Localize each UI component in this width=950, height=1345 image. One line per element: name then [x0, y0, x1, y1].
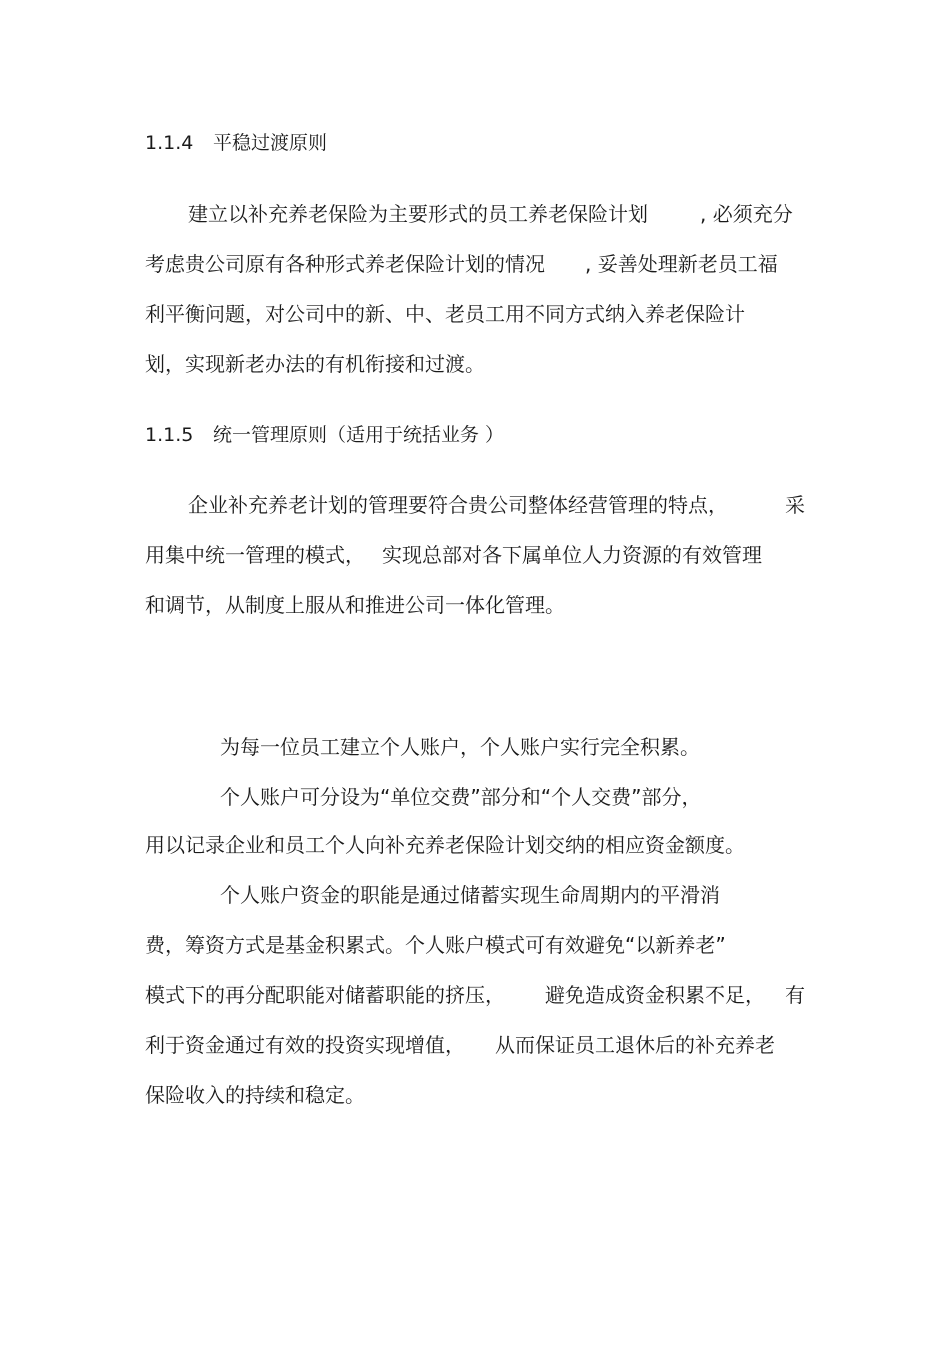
paragraph-line: 费，筹资方式是基金积累式。个人账户模式可有效避免“以新养老” — [145, 933, 726, 957]
paragraph-line: 企业补充养老计划的管理要符合贵公司整体经营管理的特点， — [188, 493, 728, 517]
paragraph-line: 从而保证员工退休后的补充养老 — [495, 1033, 775, 1057]
paragraph-line: 用集中统一管理的模式， — [145, 543, 365, 567]
section-heading-1-1-5 — [145, 422, 504, 448]
paragraph-line: 为每一位员工建立个人账户，个人账户实行完全积累。 — [220, 735, 700, 759]
paragraph-line: 个人账户资金的职能是通过储蓄实现生命周期内的平滑消 — [220, 883, 720, 907]
paragraph-line: 划，实现新老办法的有机衔接和过渡。 — [145, 352, 485, 376]
paragraph-line: 利于资金通过有效的投资实现增值， — [145, 1033, 465, 1057]
paragraph-line: 建立以补充养老保险为主要形式的员工养老保险计划 — [188, 202, 648, 226]
section-title: 平稳过渡原则 — [213, 132, 328, 154]
paragraph-line: 用以记录企业和员工个人向补充养老保险计划交纳的相应资金额度。 — [145, 833, 745, 857]
paragraph-line: 实现总部对各下属单位人力资源的有效管理 — [382, 543, 762, 567]
section-number: 1.1.5 — [145, 424, 194, 446]
paragraph-line: 避免造成资金积累不足， — [545, 983, 765, 1007]
section-number: 1.1.4 — [145, 132, 194, 154]
paragraph-line: 模式下的再分配职能对储蓄职能的挤压， — [145, 983, 505, 1007]
paragraph-line: 考虑贵公司原有各种形式养老保险计划的情况 — [145, 252, 545, 276]
section-heading-1-1-4 — [145, 130, 327, 156]
paragraph-line: 有 — [785, 983, 805, 1007]
paragraph-line: 利平衡问题，对公司中的新、中、老员工用不同方式纳入养老保险计 — [145, 302, 745, 326]
section-title: 统一管理原则（适用于统括业务 ） — [213, 424, 505, 446]
paragraph-line: 个人账户可分设为“单位交费”部分和“个人交费”部分， — [220, 785, 702, 809]
paragraph-line: 和调节，从制度上服从和推进公司一体化管理。 — [145, 593, 565, 617]
paragraph-line: 采 — [785, 493, 805, 517]
paragraph-line: , 妥善处理新老员工福 — [585, 252, 778, 276]
paragraph-line: , 必须充分 — [700, 202, 793, 226]
paragraph-line: 保险收入的持续和稳定。 — [145, 1083, 365, 1107]
